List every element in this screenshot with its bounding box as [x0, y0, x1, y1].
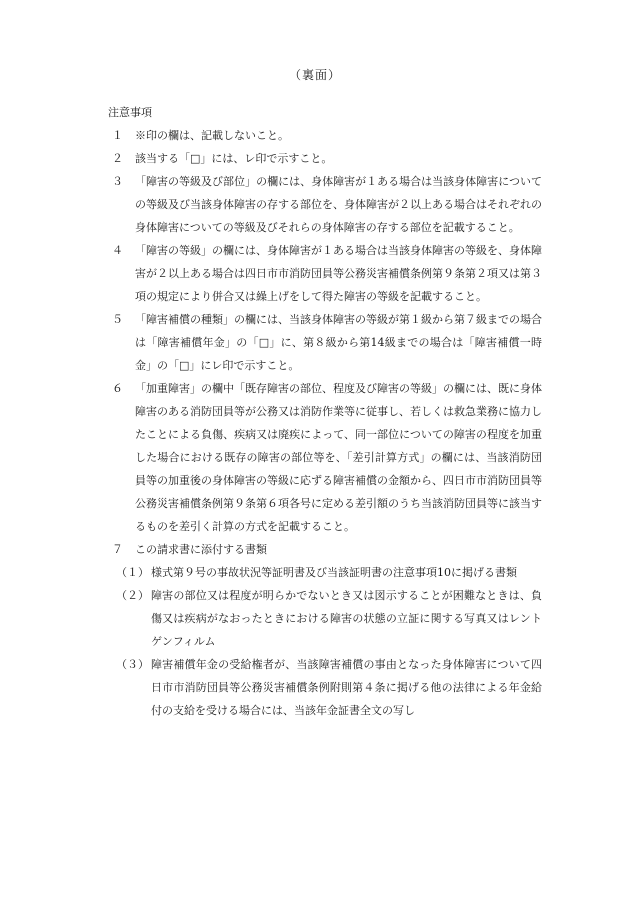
attachment-number: （３） [116, 658, 149, 671]
attachment-item [116, 653, 542, 722]
note-number: ４ [112, 244, 123, 257]
notes-heading: 注意事項 [108, 106, 152, 119]
note-text: 該当する「□」には、レ印で示すこと。 [135, 152, 333, 165]
note-text: 「障害補償の種類」の欄には、当該身体障害の等級が第１級から第７級までの場合は「障害補償年金」の「□」に、第８級から第14級までの場合は「障害補償一時金」の「□」にレ印で示すこと。 [135, 313, 542, 372]
note-item [112, 124, 542, 147]
attachment-text: 様式第９号の事故状況等証明書及び当該証明書の注意事項10に掲げる書類 [151, 566, 517, 579]
note-text: 「障害の等級及び部位」の欄には、身体障害が１ある場合は当該身体障害についての等級及び当該身体障害の存する部位を、身体障害が２以上ある場合はそれぞれの身体障害についての等級及びそれらの身体障害の存する部位を記載すること。 [135, 175, 542, 234]
note-item [112, 377, 542, 538]
attachment-text: 障害の部位又は程度が明らかでないとき又は図示することが困難なときは、負傷又は疾病がなおったときにおける障害の状態の立証に関する写真又はレントゲンフィルム [151, 589, 542, 648]
attachment-text: 障害補償年金の受給権者が、当該障害補償の事由となった身体障害について四日市市消防団員等公務災害補償条例附則第４条に掲げる他の法律による年金給付の支給を受ける場合には、当該年金証書全文の写し [151, 658, 542, 717]
note-text: 「障害の等級」の欄には、身体障害が１ある場合は当該身体障害の等級を、身体障害が２以上ある場合は四日市市消防団員等公務災害補償条例第９条第２項又は第３項の規定により併合又は繰上げをして得た障害の等級を記載すること。 [135, 244, 542, 303]
attachment-number: （２） [116, 589, 149, 602]
note-number: ２ [112, 152, 123, 165]
attachment-item [116, 584, 542, 653]
note-item [112, 308, 542, 377]
note-number: １ [112, 129, 123, 142]
note-text: ※印の欄は、記載しないこと。 [135, 129, 289, 142]
notes-list [112, 124, 542, 722]
attachment-number: （１） [116, 566, 149, 579]
note-item [112, 538, 542, 561]
note-text: 「加重障害」の欄中「既存障害の部位、程度及び障害の等級」の欄には、既に身体障害のある消防団員等が公務又は消防作業等に従事し、若しくは救急業務に協力したことによる負傷、疾病又は廃疾によって、同一部位についての障害の程度を加重した場合における既存の障害の部位等を、「差引計算方式」の欄には、当該消防団員等の加重後の身体障害の等級に応ずる障害補償の金額から、四日市市消防団員等公務災害補償条例第９条第６項各号に定める差引額のうち当該消防団員等に該当するものを差引く計算の方式を記載すること。 [135, 382, 542, 533]
attachment-item [116, 561, 542, 584]
note-item [112, 170, 542, 239]
note-text: この請求書に添付する書類 [135, 543, 267, 556]
note-item [112, 239, 542, 308]
page-title: （裏面） [288, 68, 341, 82]
note-number: ３ [112, 175, 123, 188]
note-number: ５ [112, 313, 123, 326]
note-number: ７ [112, 543, 123, 556]
note-number: ６ [112, 382, 123, 395]
note-item [112, 147, 542, 170]
